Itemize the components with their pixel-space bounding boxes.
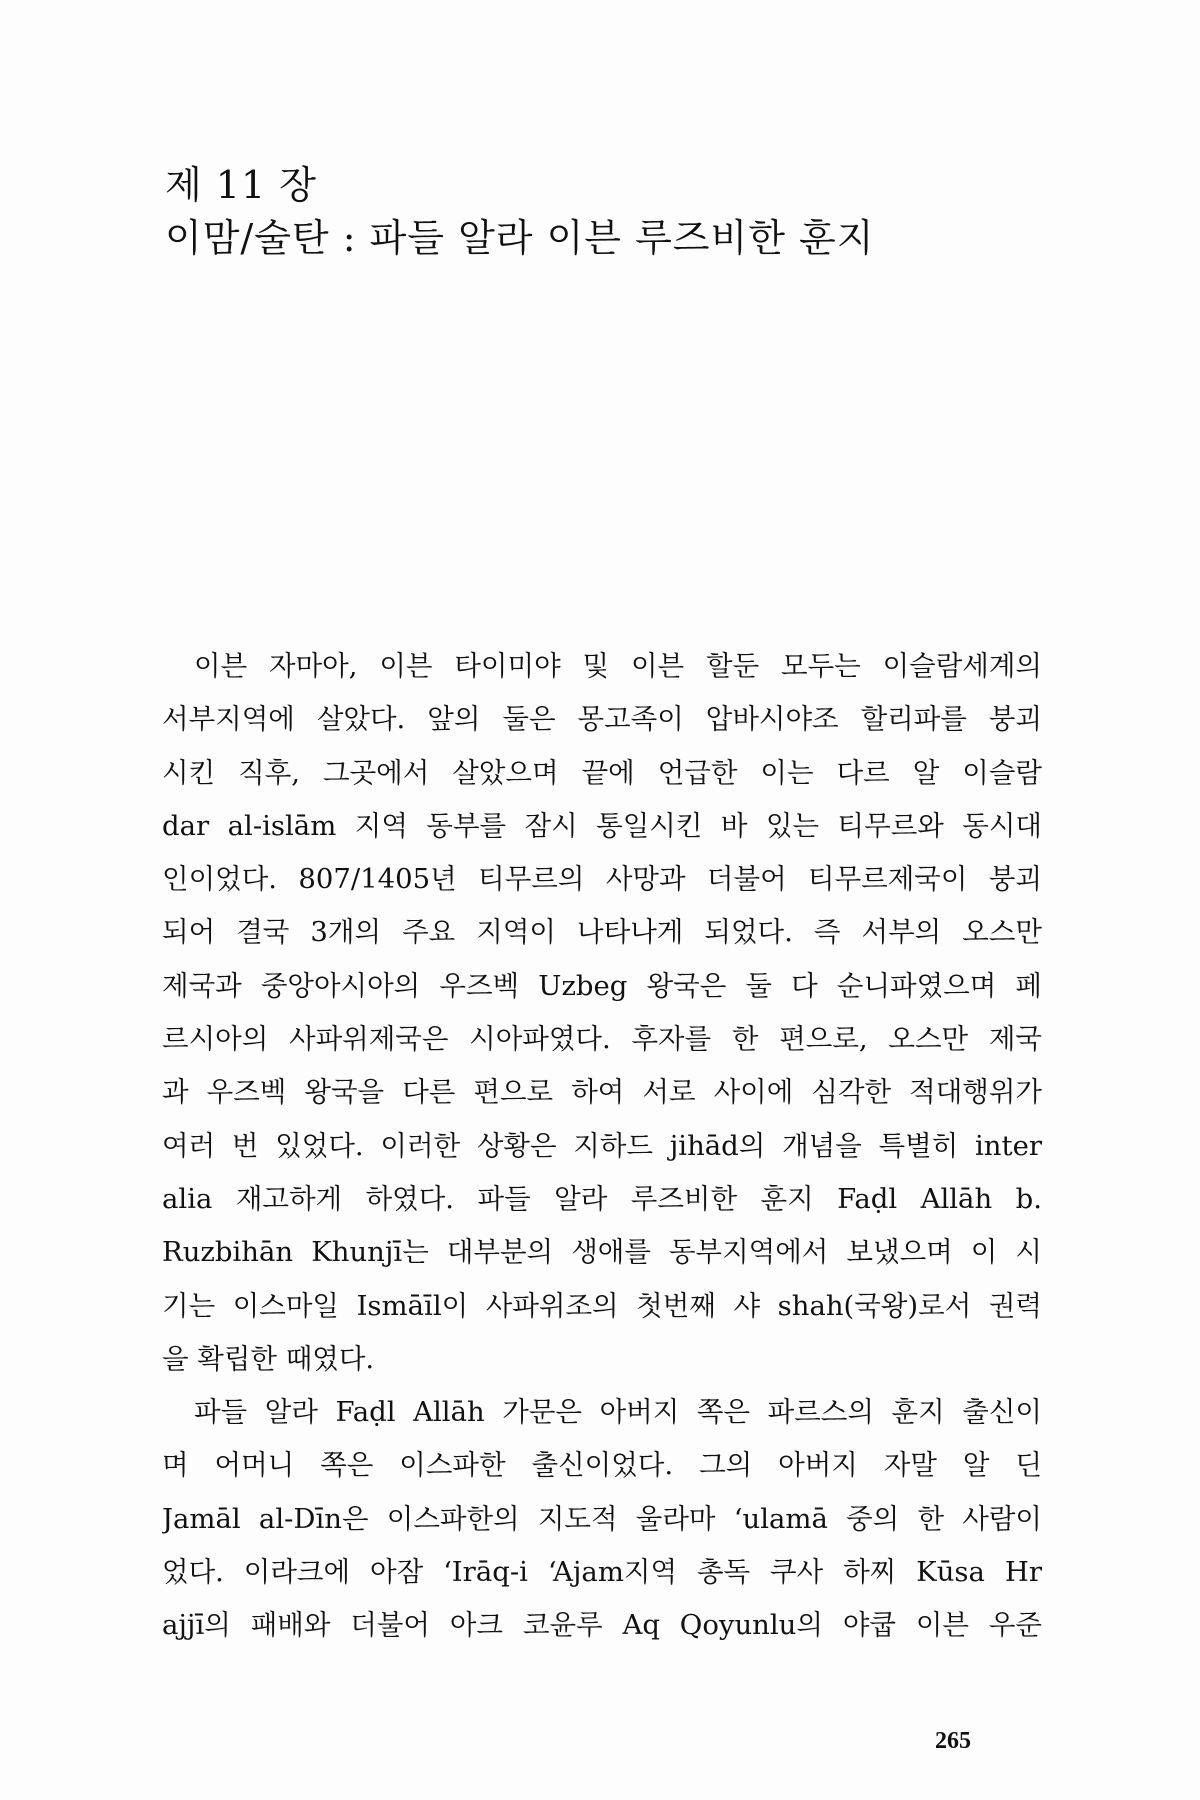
text-line: 기는 이스마일 Ismāīl이 사파위조의 첫번째 샤 shah(국왕)로서 권력 bbox=[162, 1289, 1042, 1322]
text-line: 서부지역에 살았다. 앞의 둘은 몽고족이 압바시야조 할리파를 붕괴 bbox=[162, 703, 1042, 736]
text-line: 제국과 중앙아시아의 우즈벡 Uzbeg 왕국은 둘 다 순니파였으며 페 bbox=[162, 969, 1042, 1002]
body-text bbox=[162, 640, 1042, 1653]
text-line: 파들 알라 Faḍl Allāh 가문은 아버지 쪽은 파르스의 훈지 출신이 bbox=[194, 1396, 1042, 1429]
text-line: dar al-islām 지역 동부를 잠시 통일시킨 바 있는 티무르와 동시대 bbox=[162, 809, 1042, 842]
chapter-title: 이맘/술탄 : 파들 알라 이븐 루즈비한 훈지 bbox=[165, 216, 875, 260]
text-line: 었다. 이라크에 아잠 ‘Irāq-i ‘Ajam지역 총독 쿠사 하찌 Kūsa Hr bbox=[162, 1556, 1042, 1589]
text-line: 되어 결국 3개의 주요 지역이 나타나게 되었다. 즉 서부의 오스만 bbox=[162, 916, 1042, 949]
text-line: Ruzbihān Khunjī는 대부분의 생애를 동부지역에서 보냈으며 이 시 bbox=[162, 1236, 1042, 1269]
text-line: 며 어머니 쪽은 이스파한 출신이었다. 그의 아버지 자말 알 딘 bbox=[162, 1449, 1042, 1482]
text-line: 인이었다. 807/1405년 티무르의 사망과 더불어 티무르제국이 붕괴 bbox=[162, 863, 1042, 896]
text-line: 르시아의 사파위제국은 시아파였다. 후자를 한 편으로, 오스만 제국 bbox=[162, 1023, 1042, 1056]
page-number: 265 bbox=[935, 1728, 971, 1754]
text-line: 과 우즈벡 왕국을 다른 편으로 하여 서로 사이에 심각한 적대행위가 bbox=[162, 1076, 1042, 1109]
text-line: 을 확립한 때였다. bbox=[162, 1342, 375, 1375]
text-line: alia 재고하게 하였다. 파들 알라 루즈비한 훈지 Faḍl Allāh b. bbox=[162, 1182, 1042, 1215]
text-line: 이븐 자마아, 이븐 타이미야 및 이븐 할둔 모두는 이슬람세계의 bbox=[194, 650, 1042, 682]
chapter-number: 제 11 장 bbox=[165, 163, 317, 207]
text-line: 여러 번 있었다. 이러한 상황은 지하드 jihād의 개념을 특별히 inter bbox=[162, 1129, 1042, 1162]
text-line: Jamāl al-Dīn은 이스파한의 지도적 울라마 ‘ulamā 중의 한 사람이 bbox=[162, 1502, 1042, 1535]
chapter-heading bbox=[165, 160, 874, 266]
text-line: 시킨 직후, 그곳에서 살았으며 끝에 언급한 이는 다르 알 이슬람 bbox=[162, 756, 1042, 789]
text-line: ajjī의 패배와 더불어 아크 코윤루 Aq Qoyunlu의 야쿱 이븐 우준 bbox=[162, 1609, 1042, 1642]
